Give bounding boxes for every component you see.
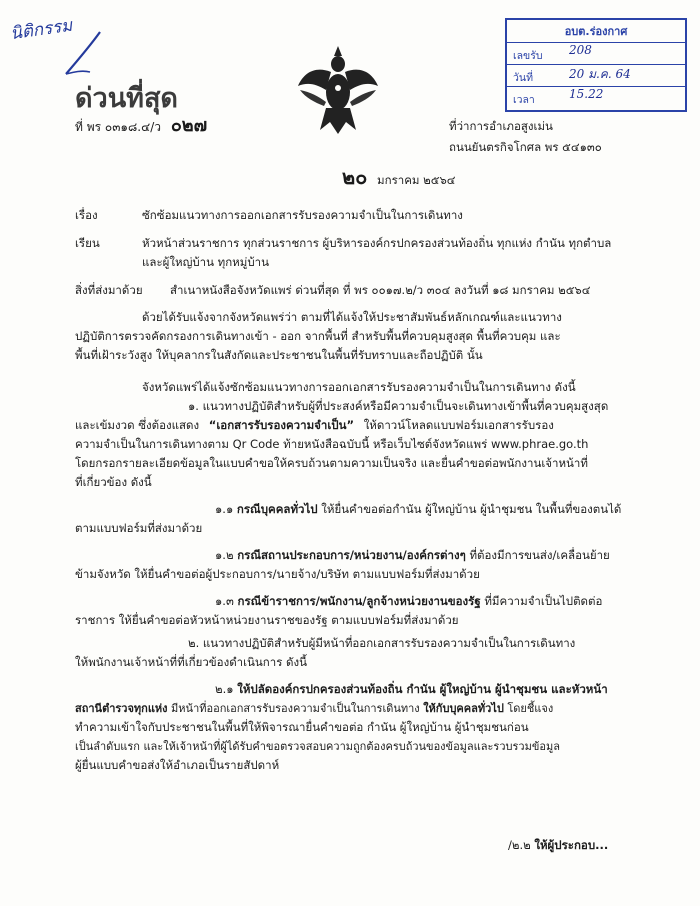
- body-p1-line2: ปฏิบัติการตรวจคัดกรองการเดินทางเข้า - ออก จากพื้นที่ สำหรับพื้นที่ควบคุมสูงสุด พื้นที่ควบคุม และ: [75, 329, 561, 343]
- date-day-ink: ๒๐: [342, 165, 368, 189]
- urgency-stamp: ด่วนที่สุด: [75, 83, 178, 114]
- item2-line1: ๒. แนวทางปฏิบัติสำหรับผู้มีหน้าที่ออกเอกสารรับรองความจำเป็นในการเดินทาง: [188, 636, 576, 650]
- stamp-org: อบต.ร่องกาศ: [564, 25, 628, 38]
- office-address-line1: ที่ว่าการอำเภอสูงเม่น: [449, 119, 553, 133]
- doc-number: ที่ พร ๐๓๑๘.๔/ว ๐๒๗: [75, 115, 208, 136]
- continued-marker: /๒.๒ ให้ผู้ประกอบ...: [508, 838, 609, 852]
- stamp-row-number: เลขรับ 208: [507, 42, 685, 65]
- item1-line2: และเข้มงวด ซึ่งต้องแสดง “เอกสารรับรองความจำเป็น” ให้ดาวน์โหลดแบบฟอร์มเอกสารรับรอง: [75, 418, 554, 432]
- item2-1-line4: เป็นลำดับแรก และให้เจ้าหน้าที่ผู้ได้รับคำขอตรวจสอบความถูกต้องครบถ้วนของข้อมูลและรวบรวมข้อมูล: [75, 740, 560, 753]
- item1-line5: ที่เกี่ยวข้อง ดังนี้: [75, 475, 152, 489]
- item1-1-line2: ตามแบบฟอร์มที่ส่งมาด้วย: [75, 521, 203, 535]
- enclosure-label: สิ่งที่ส่งมาด้วย: [75, 283, 143, 297]
- item1-line4: โดยกรอกรายละเอียดข้อมูลในแบบคำขอให้ครบถ้วนตามความเป็นจริง และยื่นคำขอต่อพนักงานเจ้าหน้าที่: [75, 456, 588, 470]
- certificate-emphasis: “เอกสารรับรองความจำเป็น”: [208, 418, 355, 432]
- recipient-line2: และผู้ใหญ่บ้าน ทุกหมู่บ้าน: [142, 255, 269, 269]
- item2-1-line2: สถานีตำรวจทุกแห่ง มีหน้าที่ออกเอกสารรับรองความจำเป็นในการเดินทาง ให้กับบุคคลทั่วไป โดยชี้แจง: [75, 702, 554, 715]
- subject-label: เรื่อง: [75, 208, 98, 222]
- body-p1-line3: พื้นที่เฝ้าระวังสูง ให้บุคลากรในสังกัดและประชาชนในพื้นที่รับทราบและถือปฏิบัติ นั้น: [75, 348, 483, 362]
- letter-date: ๒๐ มกราคม ๒๕๖๔: [342, 165, 456, 189]
- body-p2: จังหวัดแพร่ได้แจ้งซักซ้อมแนวทางการออกเอกสารรับรองความจำเป็นในการเดินทาง ดังนี้: [142, 380, 576, 394]
- doc-number-ink: ๐๒๗: [170, 115, 208, 136]
- recipient-label: เรียน: [75, 236, 100, 250]
- item2-1-line3: ทำความเข้าใจกับประชาชนในพื้นที่ให้พิจารณายื่นคำขอต่อ กำนัน ผู้ใหญ่บ้าน ผู้นำชุมชนก่อน: [75, 720, 529, 734]
- handwritten-note: นิติกรรม: [8, 15, 74, 45]
- enclosure-text: สำเนาหนังสือจังหวัดแพร่ ด่วนที่สุด ที่ พร ๐๐๑๗.๒/ว ๓๐๔ ลงวันที่ ๑๘ มกราคม ๒๕๖๔: [170, 283, 591, 297]
- receipt-stamp: [505, 18, 687, 112]
- item1-2-line1: ๑.๒ กรณีสถานประกอบการ/หน่วยงาน/องค์กรต่างๆ ที่ต้องมีการขนส่ง/เคลื่อนย้าย: [215, 548, 610, 562]
- item1-3-line1: ๑.๓ กรณีข้าราชการ/พนักงาน/ลูกจ้างหน่วยงานของรัฐ ที่มีความจำเป็นไปติดต่อ: [215, 594, 603, 608]
- garuda-emblem-icon: [296, 42, 380, 138]
- item1-line3: ความจำเป็นในการเดินทางตาม Qr Code ท้ายหนังสือฉบับนี้ หรือเว็บไซต์จังหวัดแพร่ www.phrae.go.th: [75, 437, 589, 451]
- item2-1-line1: ๒.๑ ให้ปลัดองค์กรปกครองส่วนท้องถิ่น กำนัน ผู้ใหญ่บ้าน ผู้นำชุมชน และหัวหน้า: [215, 682, 608, 696]
- handwritten-slash-mark: [60, 28, 110, 78]
- office-address-line2: ถนนยันตรกิจโกศล พร ๕๔๑๓๐: [449, 140, 602, 154]
- item1-1-line1: ๑.๑ กรณีบุคคลทั่วไป ให้ยื่นคำขอต่อกำนัน ผู้ใหญ่บ้าน ผู้นำชุมชน ในพื้นที่ของตนได้: [215, 502, 622, 516]
- item1-line1: ๑. แนวทางปฏิบัติสำหรับผู้ที่ประสงค์หรือมีความจำเป็นจะเดินทางเข้าพื้นที่ควบคุมสูงสุด: [188, 399, 609, 413]
- stamp-row-time: เวลา 15.22: [507, 86, 685, 109]
- recipient-line1: หัวหน้าส่วนราชการ ทุกส่วนราชการ ผู้บริหารองค์กรปกครองส่วนท้องถิ่น ทุกแห่ง กำนัน ทุกตำบล: [142, 236, 612, 250]
- stamp-row-date: วันที่ 20 ม.ค. 64: [507, 64, 685, 87]
- item1-3-line2: ราชการ ให้ยื่นคำขอต่อหัวหน้าหน่วยงานราชของรัฐ ตามแบบฟอร์มที่ส่งมาด้วย: [75, 613, 459, 627]
- subject-text: ซักซ้อมแนวทางการออกเอกสารรับรองความจำเป็นในการเดินทาง: [142, 208, 463, 222]
- item2-line2: ให้พนักงานเจ้าหน้าที่ที่เกี่ยวข้องดำเนินการ ดังนี้: [75, 655, 307, 669]
- item1-2-line2: ข้ามจังหวัด ให้ยื่นคำขอต่อผู้ประกอบการ/นายจ้าง/บริษัท ตามแบบฟอร์มที่ส่งมาด้วย: [75, 567, 480, 581]
- body-p1-line1: ด้วยได้รับแจ้งจากจังหวัดแพร่ว่า ตามที่ได้แจ้งให้ประชาสัมพันธ์หลักเกณฑ์และแนวทาง: [142, 310, 562, 324]
- item2-1-line5: ผู้ยื่นแบบคำขอส่งให้อำเภอเป็นรายสัปดาห์: [75, 758, 280, 772]
